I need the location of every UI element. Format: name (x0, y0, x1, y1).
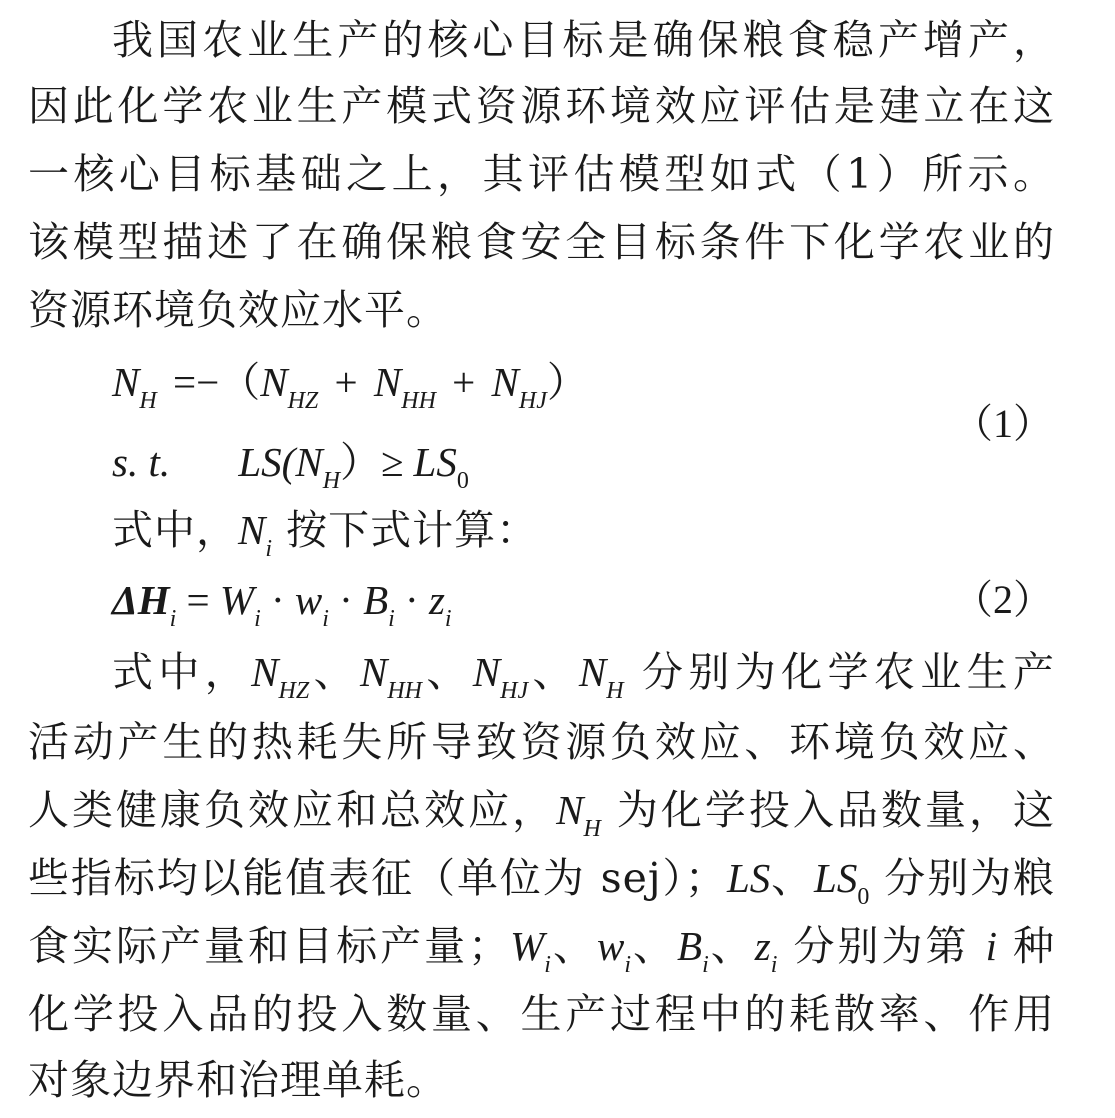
eq2-z: z (428, 577, 445, 623)
eq2-dot1: · (260, 577, 295, 623)
p2-l3-suffix: 为化学投入品数量，这 (600, 786, 1055, 834)
paragraph2-line-2: 活动产生的热耗失所导致资源负效应、环境负效应、 (28, 718, 1055, 766)
eq2-z-sub: i (444, 606, 452, 632)
eq1-close: ） (546, 359, 588, 405)
equation-2-number: （2） (953, 577, 1053, 622)
eq1-ls-close: ）≥ (340, 439, 404, 485)
p2-l5-prefix: 食实际产量和目标产量； (28, 922, 511, 970)
eq2-delta: ΔH (112, 577, 170, 623)
paragraph2-line-7: 对象边界和治理单耗。 (28, 1056, 448, 1104)
eq1-plus1: + (334, 359, 358, 405)
eq1-t2: N (373, 359, 402, 405)
calc-var: N (238, 507, 266, 553)
p2-sep1: 、 (309, 648, 360, 696)
p2-n2: N (359, 649, 388, 695)
eq1-lhs-sub: H (139, 388, 157, 414)
eq1-ls: LS( (238, 439, 296, 485)
p2-n4-sub: H (606, 678, 624, 704)
eq1-ls0: LS (413, 439, 457, 485)
paragraph2-line-5 (28, 916, 1055, 976)
eq1-t3-sub: HJ (518, 388, 547, 414)
calc-prefix: 式中， (112, 506, 238, 554)
eq1-eq-op: =−（ (172, 359, 261, 405)
p2-n2-sub: HH (387, 678, 422, 704)
paragraph2-line-3 (28, 780, 1055, 840)
paragraph1-line-2: 因此化学农业生产模式资源环境效应评估是建立在这 (28, 82, 1055, 130)
p2-sep7: 、 (708, 922, 755, 970)
p2-W-sub: i (544, 952, 551, 978)
equation-1-line-1 (112, 352, 588, 412)
p2-sep5: 、 (550, 922, 597, 970)
p2-l5-suffix: 种 (996, 922, 1056, 970)
eq2-dot2: · (328, 577, 364, 623)
paragraph1-line-5: 资源环境负效应水平。 (28, 286, 448, 334)
eq1-ls-arg-sub: H (322, 468, 341, 494)
eq2-delta-sub: i (169, 606, 177, 632)
eq1-ls0-sub: 0 (456, 468, 469, 494)
equation-1-line-2 (112, 432, 469, 492)
p2-z-sub: i (770, 952, 778, 978)
p2-sep2: 、 (421, 648, 473, 696)
p2-B: B (677, 923, 703, 969)
eq1-t1: N (260, 359, 288, 405)
p2-l4-prefix: 些指标均以能值表征（单位为 sej）； (28, 854, 727, 902)
p2-l1-prefix: 式中， (112, 648, 252, 696)
eq1-lhs: N (112, 359, 140, 405)
eq2-w: w (294, 577, 323, 623)
paragraph2-line-6: 化学投入品的投入数量、生产过程中的耗散率、作用 (28, 990, 1055, 1038)
p2-i: i (985, 923, 997, 969)
p2-l3-prefix: 人类健康负效应和总效应， (28, 786, 557, 834)
p2-n1-sub: HZ (278, 678, 310, 704)
eq2-B-sub: i (388, 606, 395, 632)
paragraph1-line-1: 我国农业生产的核心目标是确保粮食稳产增产， (112, 16, 1055, 64)
calc-suffix: 按下式计算： (272, 506, 539, 554)
paragraph1-line-3: 一核心目标基础之上，其评估模型如式（1）所示。 (28, 150, 1055, 198)
eq1-t2-sub: HH (401, 388, 436, 414)
p2-l1-suffix: 分别为化学农业生产 (623, 648, 1056, 696)
eq1-st: s. t. (112, 439, 171, 485)
p2-n1: N (251, 649, 279, 695)
eq1-t1-sub: HZ (287, 388, 319, 414)
paragraph2-line-1 (112, 642, 1055, 702)
p2-sep3: 、 (528, 648, 579, 696)
p2-W: W (510, 923, 545, 969)
p2-n3-sub: HJ (500, 678, 529, 704)
p2-n3: N (472, 649, 501, 695)
eq2-dot3: · (394, 577, 429, 623)
p2-sep4: 、 (770, 854, 815, 902)
p2-ls: LS (726, 855, 771, 901)
p2-w: w (596, 923, 625, 969)
calc-intro-line (112, 500, 1055, 560)
p2-l4-suffix: 分别为粮 (869, 854, 1055, 902)
paragraph2-line-4 (28, 848, 1055, 908)
eq2-B: B (363, 577, 389, 623)
p2-ls0: LS (814, 855, 858, 901)
p2-n5-sub: H (583, 816, 601, 842)
paragraph1-line-4: 该模型描述了在确保粮食安全目标条件下化学农业的 (28, 218, 1055, 266)
p2-sep6: 、 (631, 922, 678, 970)
p2-z: z (754, 923, 771, 969)
p2-l5-mid: 分别为第 (777, 922, 986, 970)
eq2-W-sub: i (254, 606, 261, 632)
equation-2 (112, 570, 452, 630)
p2-B-sub: i (702, 952, 709, 978)
eq1-ls-arg: N (295, 439, 323, 485)
p2-ls0-sub: 0 (857, 884, 870, 910)
p2-n5: N (556, 787, 584, 833)
eq1-plus2: + (452, 359, 476, 405)
p2-w-sub: i (624, 952, 631, 978)
eq2-w-sub: i (322, 606, 329, 632)
equation-1-number: （1） (953, 401, 1053, 446)
eq2-W: W (219, 577, 255, 623)
eq2-eq: = (176, 577, 220, 623)
calc-var-sub: i (265, 536, 273, 562)
eq1-t3: N (491, 359, 519, 405)
p2-n4: N (578, 649, 607, 695)
